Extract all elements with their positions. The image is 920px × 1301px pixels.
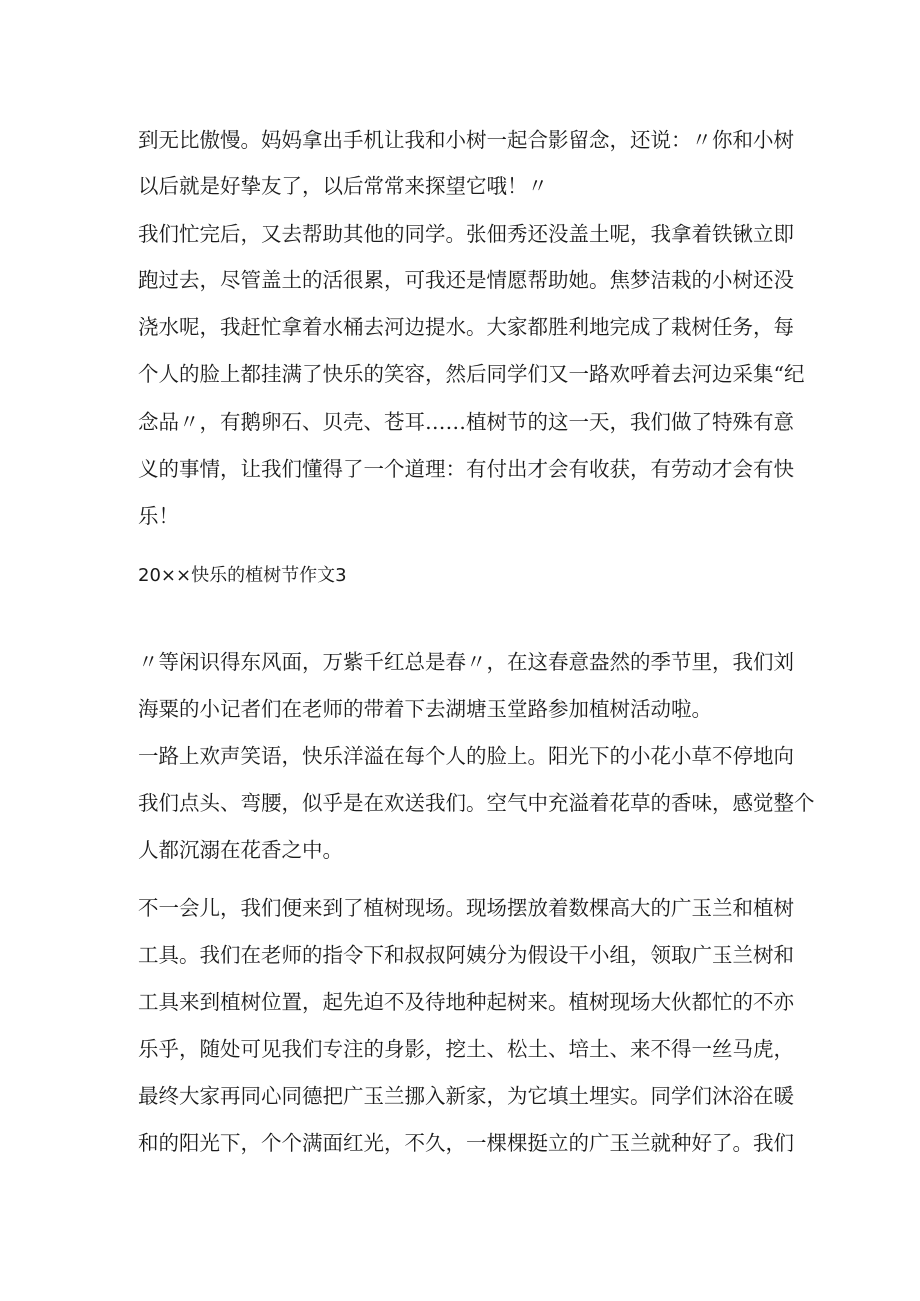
text-line: 不一会儿，我们便来到了植树现场。现场摆放着数棵高大的广玉兰和植树	[138, 896, 794, 920]
text-line: 乐乎，随处可见我们专注的身影，挖土、松土、培土、来不得一丝马虎，	[138, 1037, 794, 1061]
text-line: 我们点头、弯腰，似乎是在欢送我们。空气中充溢着花草的香味，感觉整个	[138, 791, 815, 815]
text-line: 义的事情，让我们懂得了一个道理：有付出才会有收获，有劳动才会有快	[138, 457, 794, 481]
text-line: 人都沉溺在花香之中。	[138, 838, 343, 862]
text-line: 和的阳光下，个个满面红光，不久，一棵棵挺立的广玉兰就种好了。我们	[138, 1131, 794, 1155]
text-line: 个人的脸上都挂满了快乐的笑容，然后同学们又一路欢呼着去河边采集“纪	[138, 362, 805, 386]
text-line: 浇水呢，我赶忙拿着水桶去河边提水。大家都胜利地完成了栽树任务，每	[138, 315, 794, 339]
text-line: 工具来到植树位置，起先迫不及待地种起树来。植树现场大伙都忙的不亦	[138, 990, 794, 1014]
text-line: 跑过去，尽管盖土的活很累，可我还是情愿帮助她。焦梦洁栽的小树还没	[138, 268, 794, 292]
text-line: 念品〃，有鹅卵石、贝壳、苍耳……植树节的这一天，我们做了特殊有意	[138, 410, 794, 434]
section-heading: 20××快乐的植树节作文3	[138, 565, 347, 586]
text-line: 一路上欢声笑语，快乐洋溢在每个人的脸上。阳光下的小花小草不停地向	[138, 744, 794, 768]
text-line: 最终大家再同心同德把广玉兰挪入新家，为它填土埋实。同学们沐浴在暖	[138, 1084, 794, 1108]
text-line: 以后就是好挚友了，以后常常来探望它哦！〃	[138, 174, 548, 198]
text-line: 乐！	[138, 504, 179, 528]
text-line: 〃等闲识得东风面，万紫千红总是春〃，在这春意盎然的季节里，我们刘	[138, 650, 794, 674]
text-line: 我们忙完后，又去帮助其他的同学。张佃秀还没盖土呢，我拿着铁锹立即	[138, 222, 794, 246]
text-line: 工具。我们在老师的指令下和叔叔阿姨分为假设干小组，领取广玉兰树和	[138, 943, 794, 967]
text-line: 海粟的小记者们在老师的带着下去湖塘玉堂路参加植树活动啦。	[138, 697, 712, 721]
text-line: 到无比傲慢。妈妈拿出手机让我和小树一起合影留念，还说：〃你和小树	[138, 128, 794, 152]
